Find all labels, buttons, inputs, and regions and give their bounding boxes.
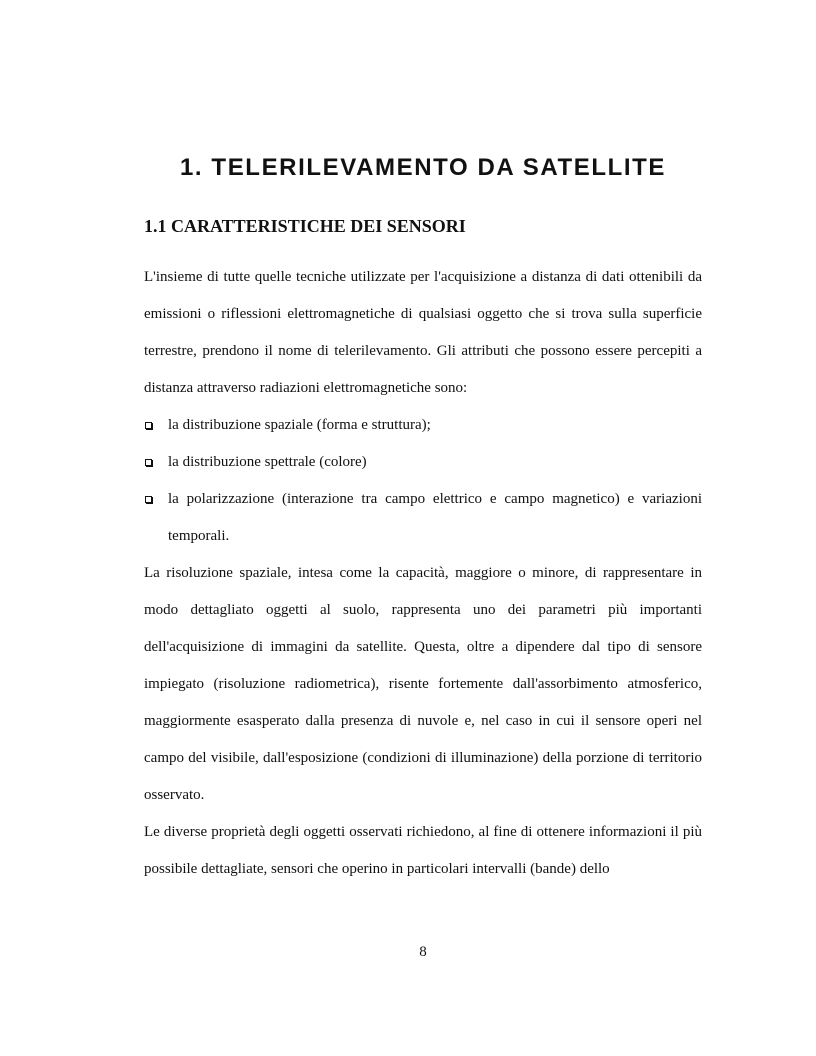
list-item-text: la distribuzione spaziale (forma e struttura); [168, 417, 431, 433]
page-number: 8 [419, 944, 427, 960]
list-item [144, 444, 702, 481]
paragraph-spatial-resolution: La risoluzione spaziale, intesa come la capacità, maggiore o minore, di rappresentare in modo dettagliato oggetti al suolo, rappresenta uno dei parametri più importanti dell'acquisizione di immagini da satellite. Questa, oltre a dipendere dal tipo di sensore impiegato (risoluzione radiometrica), risente fortemente dall'assorbimento atmosferico, maggiormente esasperato dalla presenza di nuvole e, nel caso in cui il sensore operi nel campo del visibile, dall'esposizione (condizioni di illuminazione) della porzione di territorio osservato. [144, 565, 702, 803]
paragraph-sensor-bands: Le diverse proprietà degli oggetti osservati richiedono, al fine di ottenere informazioni il più possibile dettagliate, sensori che operino in particolari intervalli (bande) dello [144, 824, 702, 877]
list-item [144, 407, 702, 444]
attribute-list [144, 407, 702, 555]
section-title: 1.1 CARATTERISTICHE DEI SENSORI [144, 216, 466, 236]
square-bullet-icon [145, 459, 152, 466]
list-item [144, 481, 702, 555]
list-item-text: la polarizzazione (interazione tra campo elettrico e campo magnetico) e variazioni temporali. [168, 491, 702, 544]
list-item-text: la distribuzione spettrale (colore) [168, 454, 367, 470]
chapter-title: 1. TELERILEVAMENTO DA SATELLITE [179, 154, 667, 181]
paragraph-intro: L'insieme di tutte quelle tecniche utilizzate per l'acquisizione a distanza di dati ottenibili da emissioni o riflessioni elettromagnetiche di qualsiasi oggetto che si trova sulla superficie terrestre, prendono il nome di telerilevamento. Gli attributi che possono essere percepiti a distanza attraverso radiazioni elettromagnetiche sono: [144, 269, 702, 396]
square-bullet-icon [145, 496, 152, 503]
square-bullet-icon [145, 422, 152, 429]
